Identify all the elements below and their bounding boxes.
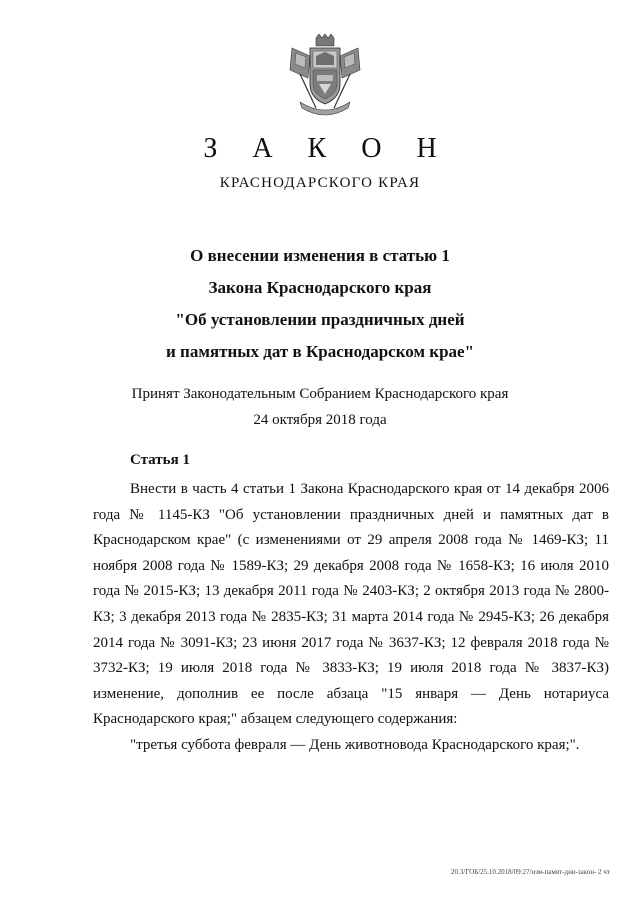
heading-line: О внесении изменения в статью 1 xyxy=(190,246,450,265)
adoption-body: Принят Законодательным Собранием Краснодарского края xyxy=(131,386,509,402)
article-paragraph: Внести в часть 4 статьи 1 Закона Краснодарского края от 14 декабря 2006 года № 1145-КЗ "Об установлении праздничных дней и памятных дат в Краснодарском крае" (с изменениями от 29 апреля 2008 года № 1469-КЗ; 11 ноября 2008 года № 1589-КЗ; 29 декабря 2008 года № 1658-КЗ; 16 июля 2010 года № 2015-КЗ; 13 декабря 2011 года № 2403-КЗ; 2 октября 2013 года № 2800-КЗ; 3 декабря 2013 года № 2835-КЗ; 31 марта 2014 года № 2945-КЗ; 26 декабря 2014 года № 3091-КЗ; 23 июня 2017 года № 3637-КЗ; 12 февраля 2018 года № 3732-КЗ; 19 июля 2018 года № 3833-КЗ; 19 июля 2018 года № 3837-КЗ) изменение, дополнив ее после абзаца "15 января — День нотариуса Краснодарского края;" абзацем следующего содержания: xyxy=(93,481,609,728)
heading-line: "Об установлении праздничных дней xyxy=(175,310,465,329)
heading-line: Закона Краснодарского края xyxy=(208,278,432,297)
law-title: З А К О Н xyxy=(203,133,451,164)
document-heading xyxy=(0,240,640,368)
heading-line: и памятных дат в Краснодарском крае" xyxy=(165,342,475,361)
article-paragraph: "третья суббота февраля — День животновода Краснодарского края;". xyxy=(130,736,580,753)
article-title: Статья 1 xyxy=(130,452,190,468)
adoption-info xyxy=(0,381,640,433)
document-footer-code: 20.3/ГОБ/25.10.2018/09:27/изм-памят-дни-закон- 2 чт xyxy=(451,868,610,876)
law-subtitle: КРАСНОДАРСКОГО КРАЯ xyxy=(219,175,421,191)
adoption-date: 24 октября 2018 года xyxy=(253,412,387,428)
article-body xyxy=(93,477,609,759)
coat-of-arms-icon xyxy=(286,34,364,118)
